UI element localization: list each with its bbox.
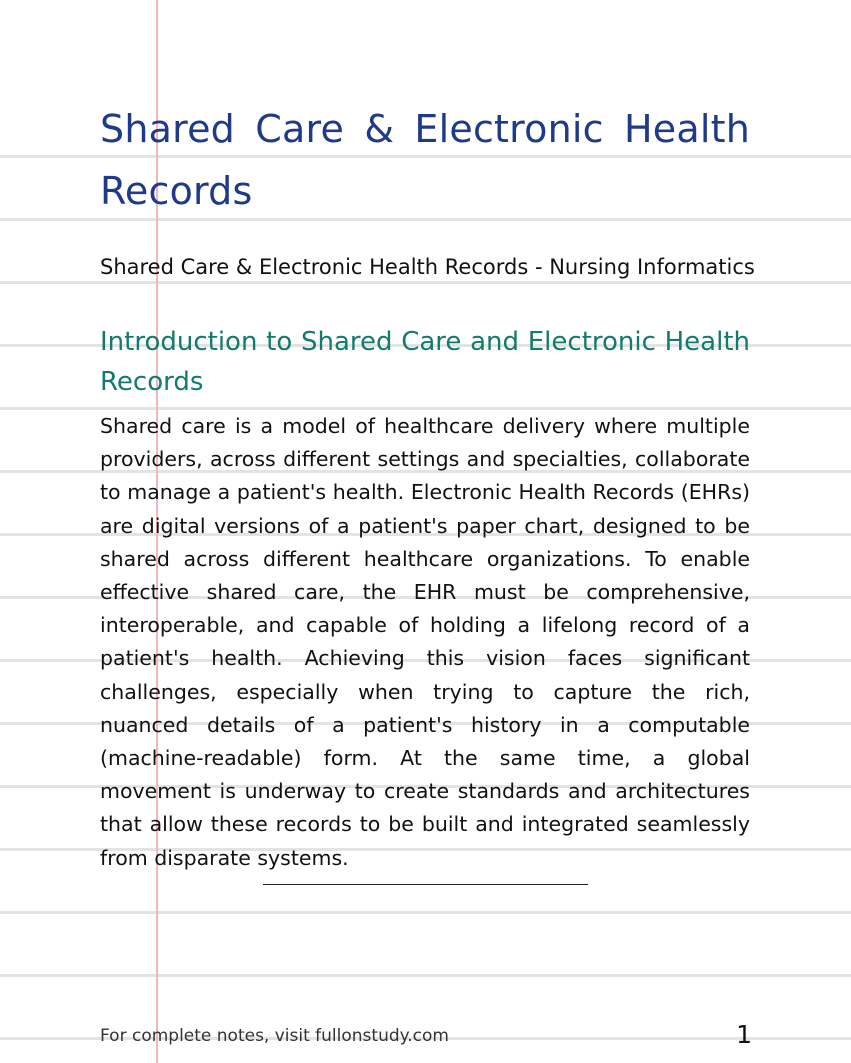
document-subtitle: Shared Care & Electronic Health Records - Nursing Informatics: [100, 255, 755, 279]
section-body: Shared care is a model of healthcare delivery where multiple providers, across different settings and specialties, collaborate to manage a patient's health. Electronic Health Records (EHRs) are digital versions of a patient's paper chart, designed to be shared across different healthcare organizations. To enable effective shared care, the EHR must be comprehensive, interoperable, and capable of holding a lifelong record of a patient's health. Achieving this vision faces significant challenges, especially when trying to capture the rich, nuanced details of a patient's history in a computable (machine-readable) form. At the same time, a global movement is underway to create standards and architectures that allow these records to be built and integrated seamlessly from disparate systems.: [100, 414, 750, 870]
document-content: [100, 98, 755, 875]
page-title: Shared Care & Electronic Health Records: [100, 107, 750, 213]
section-heading: Introduction to Shared Care and Electronic Health Records: [100, 327, 750, 397]
ruled-line: [0, 974, 851, 977]
section-divider: [263, 884, 588, 885]
footer-note: For complete notes, visit fullonstudy.com: [100, 1026, 449, 1046]
ruled-line: [0, 911, 851, 914]
page-number: 1: [736, 1020, 752, 1049]
